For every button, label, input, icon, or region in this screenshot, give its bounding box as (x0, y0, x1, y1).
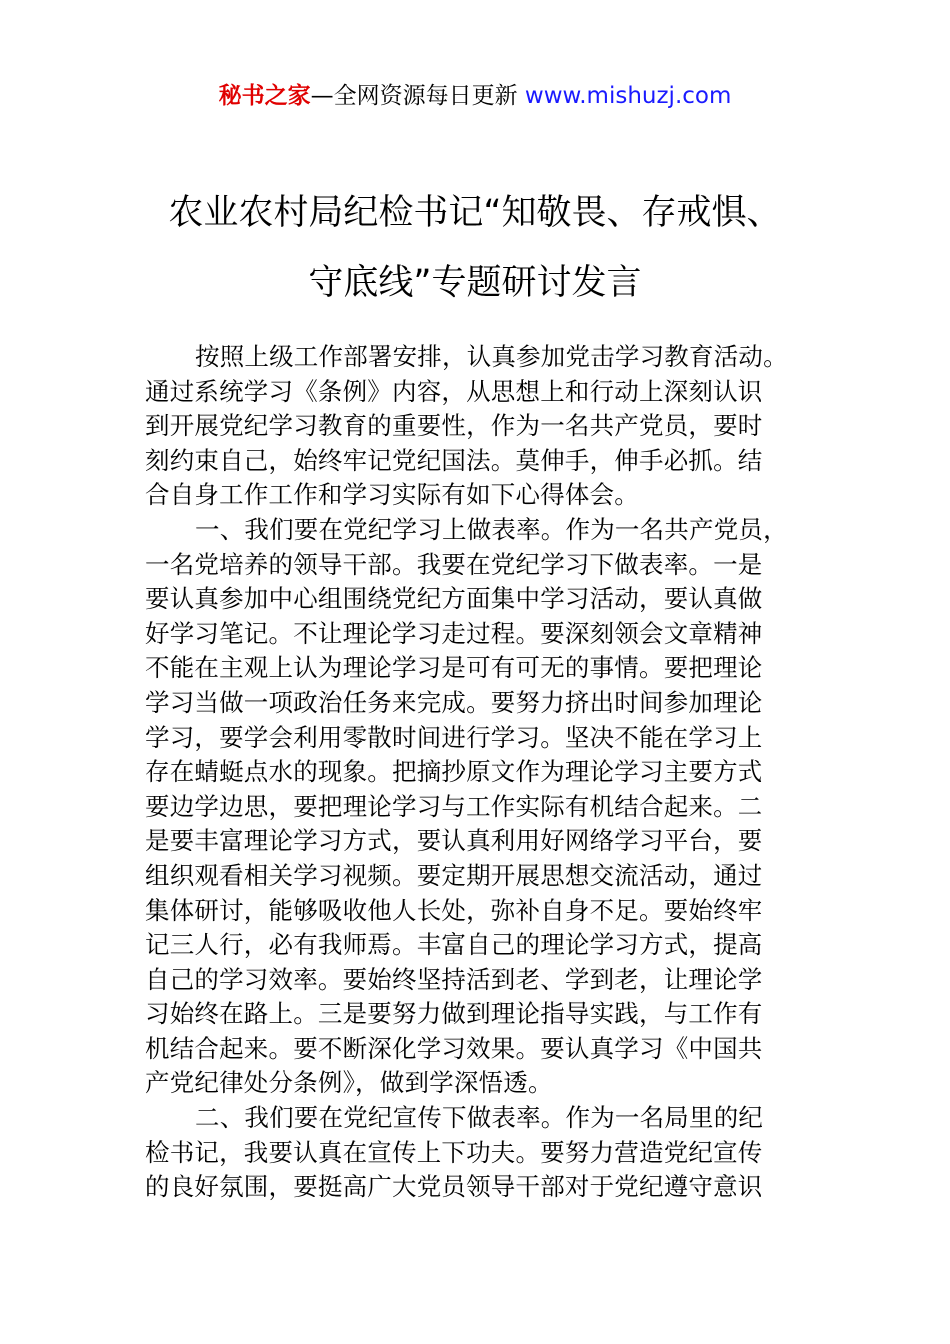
paragraph-line: 学习，要学会利用零散时间进行学习。坚决不能在学习上 (145, 722, 763, 752)
paragraph-line: 存在蜻蜓点水的现象。把摘抄原文作为理论学习主要方式 (145, 757, 763, 787)
paragraph-line: 要认真参加中心组围绕党纪方面集中学习活动，要认真做 (145, 584, 763, 614)
title-line: 农业农村局纪检书记“知敬畏、存戒惧、 (168, 193, 782, 233)
paragraph-line: 习始终在路上。三是要努力做到理论指导实践，与工作有 (145, 999, 763, 1029)
paragraph-line: 自己的学习效率。要始终坚持活到老、学到老，让理论学 (145, 964, 763, 994)
paragraph-line: 合自身工作工作和学习实际有如下心得体会。 (145, 480, 639, 510)
paragraph-line: 一、我们要在党纪学习上做表率。作为一名共产党员， (195, 514, 788, 544)
paragraph-line: 要边学边思，要把理论学习与工作实际有机结合起来。二 (145, 791, 763, 821)
paragraph-line: 一名党培养的领导干部。我要在党纪学习下做表率。一是 (145, 549, 763, 579)
paragraph-line: 检书记，我要认真在宣传上下功夫。要努力营造党纪宣传 (145, 1137, 763, 1167)
document-body (145, 340, 815, 1205)
document-title (0, 178, 950, 318)
paragraph-line: 产党纪律处分条例》，做到学深悟透。 (145, 1068, 553, 1098)
paragraph-line: 刻约束自己，始终牢记党纪国法。莫伸手，伸手必抓。结 (145, 445, 763, 475)
paragraph-line: 二、我们要在党纪宣传下做表率。作为一名局里的纪 (195, 1103, 764, 1133)
paragraph-line: 通过系统学习《条例》内容，从思想上和行动上深刻认识 (145, 376, 763, 406)
title-line: 守底线”专题研讨发言 (308, 263, 642, 303)
paragraph-line: 按照上级工作部署安排，认真参加党击学习教育活动。 (195, 342, 788, 371)
paragraph-line: 机结合起来。要不断深化学习效果。要认真学习《中国共 (145, 1033, 763, 1063)
paragraph-line: 到开展党纪学习教育的重要性，作为一名共产党员，要时 (145, 411, 763, 441)
site-header (0, 80, 950, 112)
paragraph-line: 记三人行，必有我师焉。丰富自己的理论学习方式，提高 (145, 930, 763, 960)
paragraph-line: 学习当做一项政治任务来完成。要努力挤出时间参加理论 (145, 687, 763, 717)
site-tagline: —全网资源每日更新 (310, 83, 525, 109)
paragraph-line: 组织观看相关学习视频。要定期开展思想交流活动，通过 (145, 860, 763, 890)
paragraph-line: 好学习笔记。不让理论学习走过程。要深刻领会文章精神 (145, 618, 763, 648)
site-url-link[interactable]: www.mishuzj.com (524, 83, 732, 109)
site-brand: 秘书之家 (218, 83, 311, 109)
paragraph-line: 是要丰富理论学习方式，要认真利用好网络学习平台，要 (145, 826, 763, 856)
paragraph-line: 集体研讨，能够吸收他人长处，弥补自身不足。要始终牢 (145, 895, 763, 925)
paragraph-line: 的良好氛围，要挺高广大党员领导干部对于党纪遵守意识 (145, 1172, 763, 1202)
paragraph-line: 不能在主观上认为理论学习是可有可无的事情。要把理论 (145, 653, 763, 683)
